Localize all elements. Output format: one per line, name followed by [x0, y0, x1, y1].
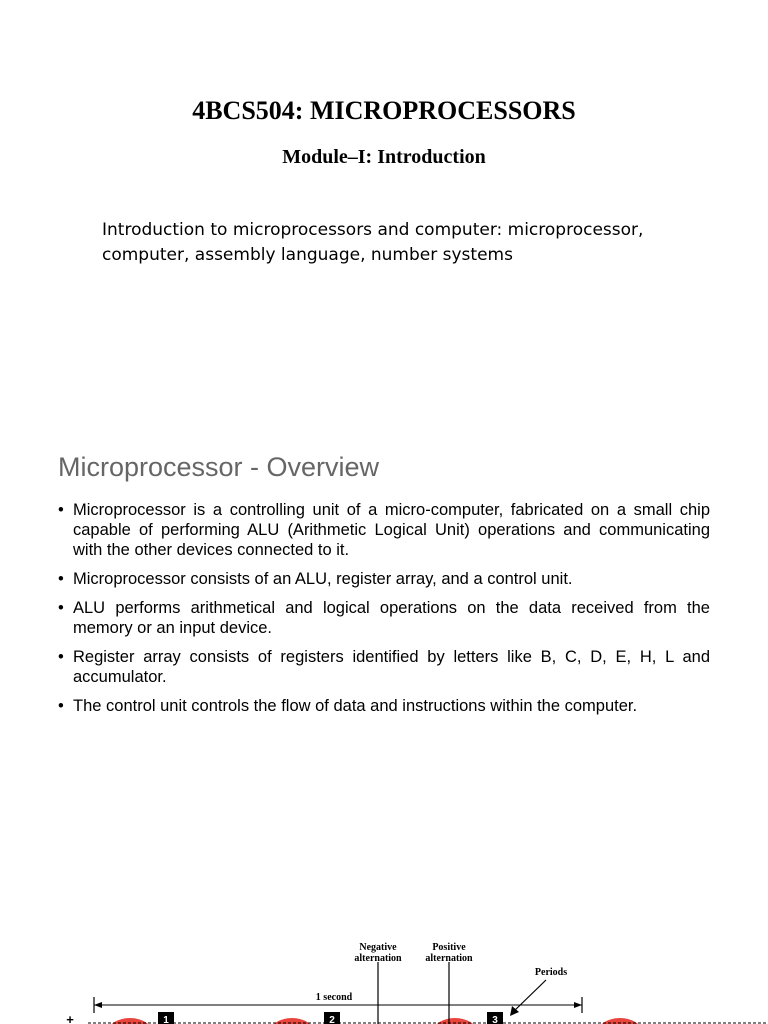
bullet-item: [58, 647, 710, 687]
bullet-text: ALU performs arithmetical and logical operations on the data received from the memory or an input device.: [73, 599, 710, 637]
span-arrow-right: [574, 1002, 582, 1008]
module-title: Module–I: Introduction: [282, 146, 486, 168]
span-arrow-left: [94, 1002, 102, 1008]
bullet-item: [58, 569, 710, 589]
bullet-text: Microprocessor is a controlling unit of a micro-computer, fabricated on a small chip capable of performing ALU (Arithmetic Logical Unit) operations and communicating with the other devices connected to it.: [73, 501, 710, 559]
period-marker-3: 3: [492, 1015, 498, 1024]
negative-label-1: Negative: [359, 942, 397, 953]
bullet-icon: •: [58, 501, 64, 519]
period-marker-2: 2: [329, 1015, 335, 1024]
bullet-icon: •: [58, 599, 64, 617]
periods-label: Periods: [534, 967, 568, 978]
bullet-item: [58, 696, 710, 716]
slide-1: [0, 0, 768, 420]
one-second-label: 1 second: [315, 992, 353, 1003]
slide-2: [0, 420, 768, 820]
bullet-item: [58, 598, 710, 638]
bullet-icon: •: [58, 570, 64, 588]
bullet-icon: •: [58, 648, 64, 666]
bullet-icon: •: [58, 697, 64, 715]
module-intro-text: Introduction to microprocessors and computer: microprocessor, computer, assembly language, number systems: [102, 220, 644, 265]
periods-arrow-line: [513, 980, 546, 1012]
ac-waveform-diagram: [0, 820, 768, 1024]
positive-label-2: alternation: [425, 953, 473, 964]
bullet-text: The control unit controls the flow of data and instructions within the computer.: [73, 697, 638, 715]
overview-title: Microprocessor - Overview: [58, 452, 380, 482]
course-title: 4BCS504: MICROPROCESSORS: [192, 96, 576, 125]
bullet-item: [58, 500, 710, 560]
waveform-hump: [270, 1018, 314, 1024]
positive-label-1: Positive: [432, 942, 466, 953]
negative-label-2: alternation: [354, 953, 402, 964]
positive-axis-mark: +: [66, 1012, 74, 1024]
period-marker-1: 1: [163, 1015, 169, 1024]
bullet-text: Register array consists of registers identified by letters like B, C, D, E, H, L and accumulator.: [73, 648, 710, 686]
overview-bullet-list: [58, 500, 710, 725]
bullet-text: Microprocessor consists of an ALU, register array, and a control unit.: [73, 570, 573, 588]
slide-3: [0, 820, 768, 1024]
